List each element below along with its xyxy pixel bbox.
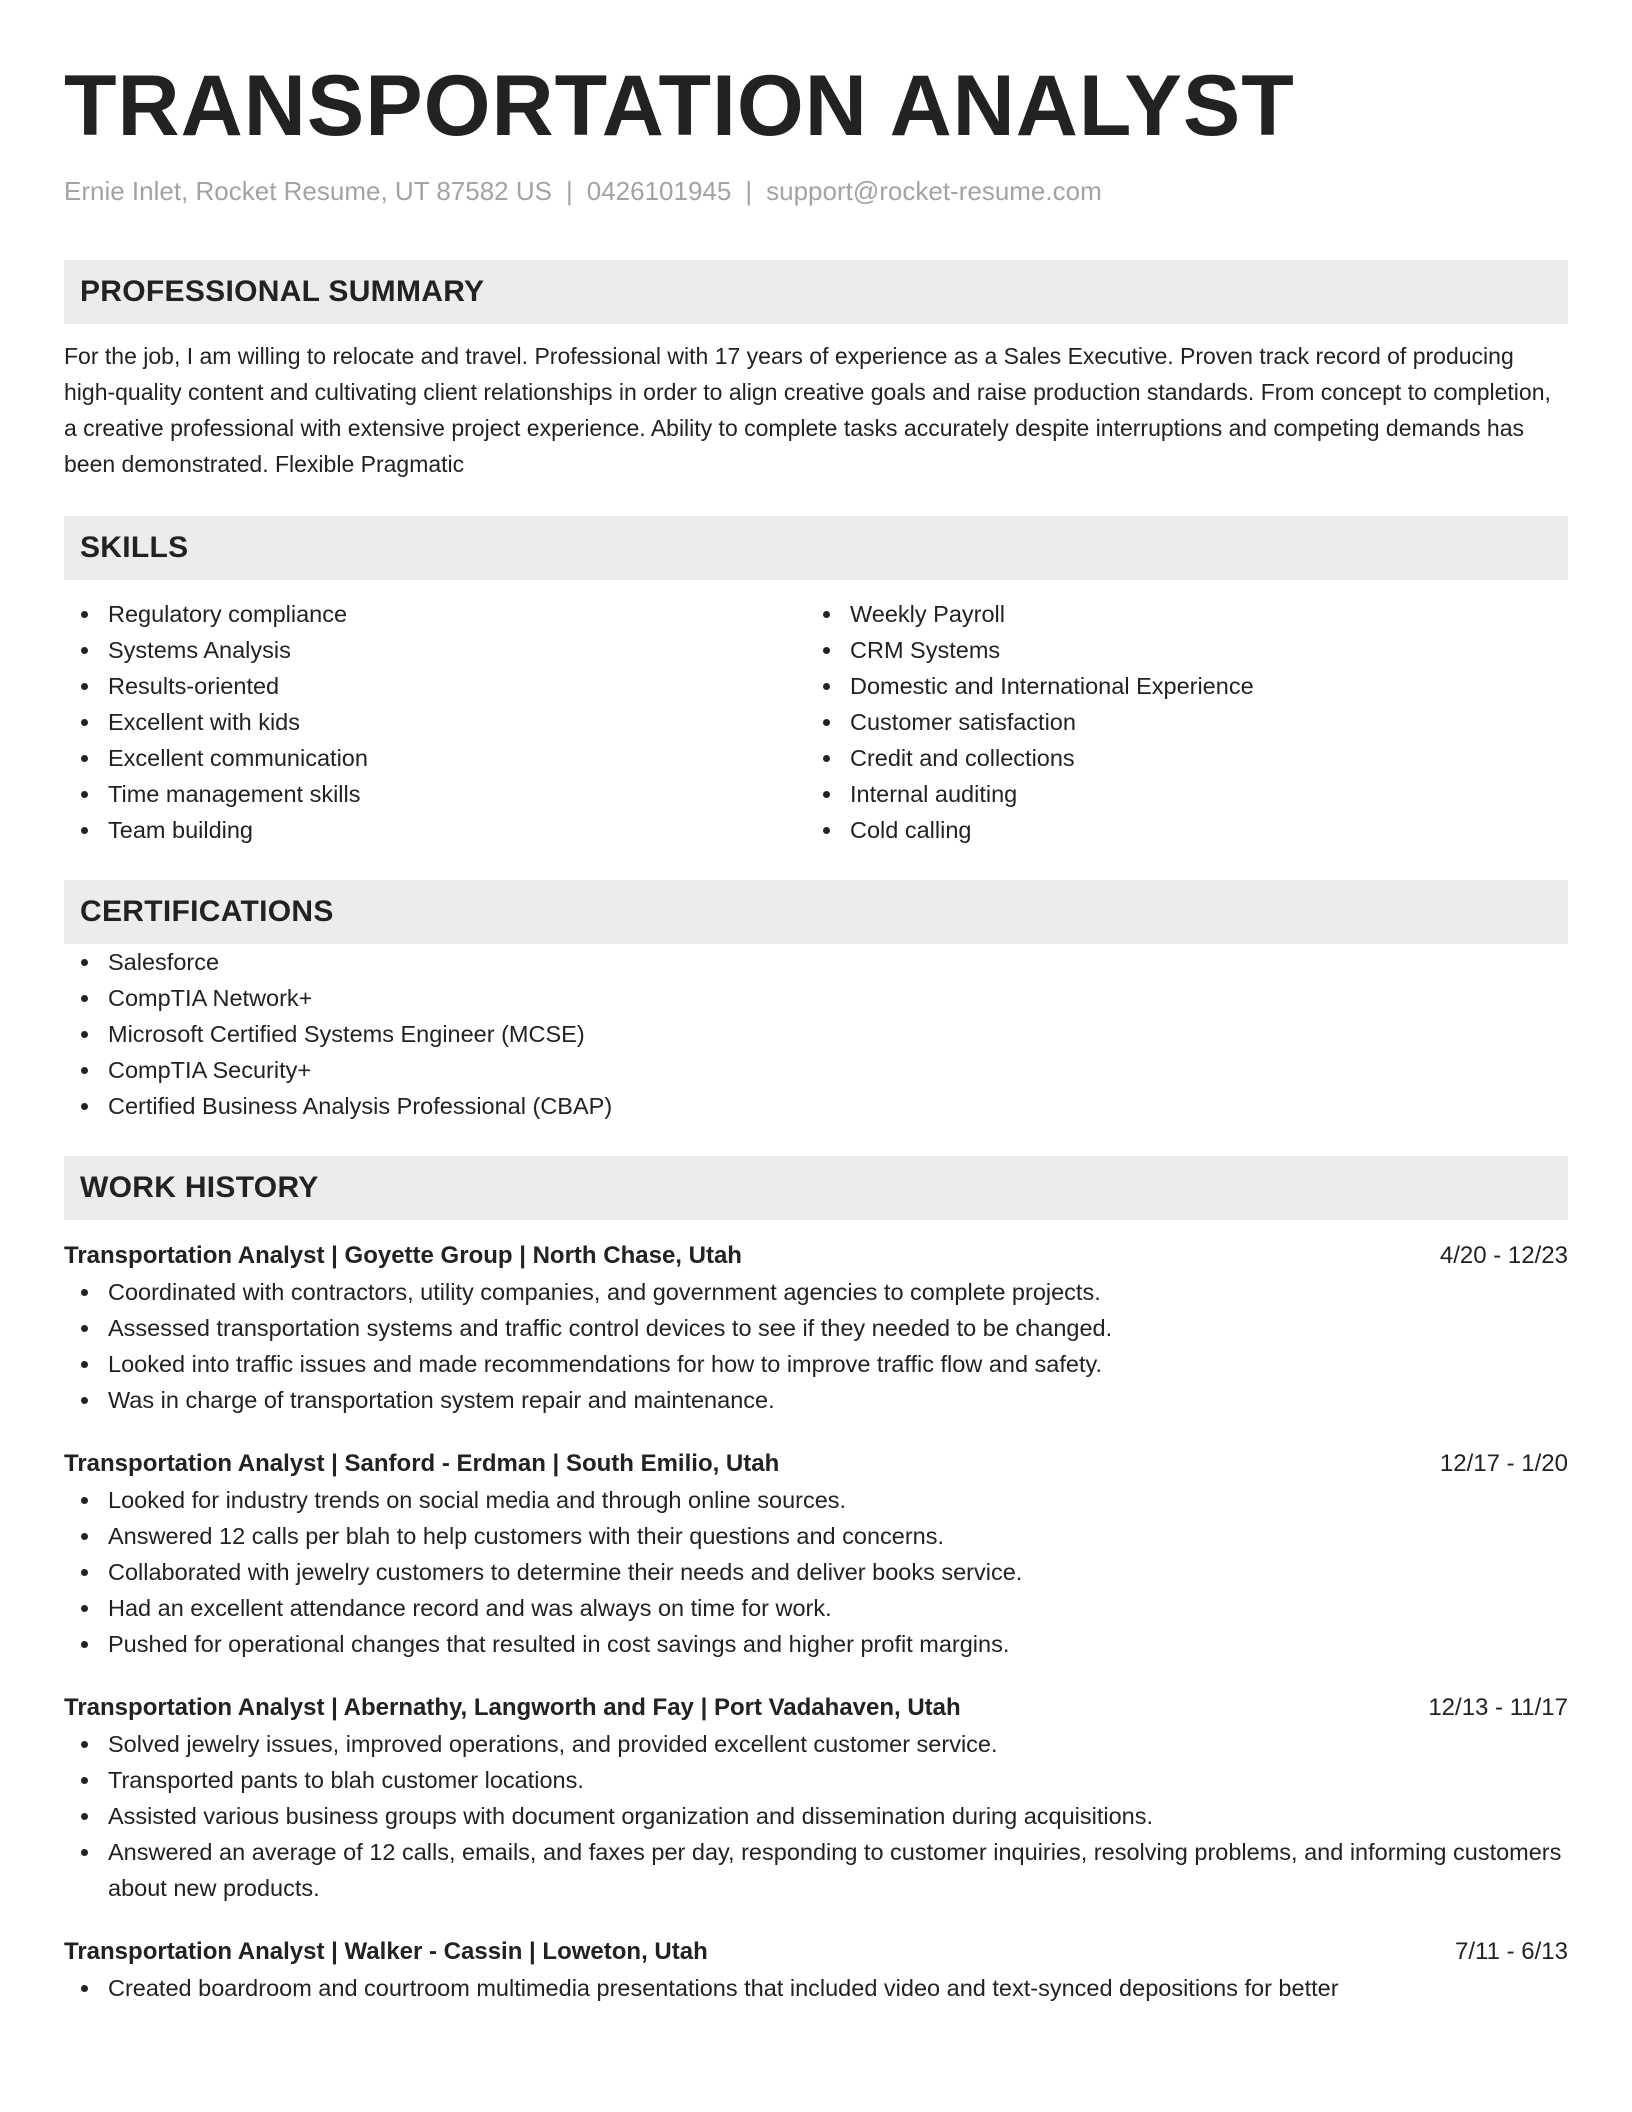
job-bullet: Looked into traffic issues and made recommendations for how to improve traffic flow and safety. <box>64 1346 1568 1382</box>
skills-columns <box>64 596 1568 848</box>
job-dates: 4/20 - 12/23 <box>1439 1242 1568 1269</box>
job-bullet: Answered an average of 12 calls, emails, and faxes per day, responding to customer inquiries, resolving problems, and informing customers about new products. <box>64 1834 1568 1906</box>
job-bullet: Was in charge of transportation system repair and maintenance. <box>64 1382 1568 1418</box>
job-bullets <box>64 1970 1568 2006</box>
job-bullet: Solved jewelry issues, improved operations, and provided excellent customer service. <box>64 1726 1568 1762</box>
certification-item: Certified Business Analysis Professional (CBAP) <box>64 1088 1568 1124</box>
job-bullet: Created boardroom and courtroom multimedia presentations that included video and text-synced depositions for better <box>64 1970 1568 2006</box>
job-bullet: Had an excellent attendance record and was always on time for work. <box>64 1590 1568 1626</box>
job-bullet: Pushed for operational changes that resulted in cost savings and higher profit margins. <box>64 1626 1568 1662</box>
skill-item: Regulatory compliance <box>64 596 806 632</box>
job-title: Transportation Analyst | Walker - Cassin | Loweton, Utah <box>64 1938 708 1965</box>
skill-item: CRM Systems <box>806 632 1548 668</box>
candidate-title: TRANSPORTATION ANALYST <box>64 58 1295 154</box>
skill-item: Excellent with kids <box>64 704 806 740</box>
job-entry <box>64 1238 1568 1418</box>
job-bullet: Answered 12 calls per blah to help customers with their questions and concerns. <box>64 1518 1568 1554</box>
job-bullets <box>64 1726 1568 1906</box>
job-entry <box>64 1446 1568 1662</box>
skill-item: Time management skills <box>64 776 806 812</box>
job-dates: 12/13 - 11/17 <box>1428 1694 1568 1721</box>
certification-item: Salesforce <box>64 944 1568 980</box>
section-heading-summary: PROFESSIONAL SUMMARY <box>64 260 1568 324</box>
job-header <box>64 1446 1568 1482</box>
summary-text: For the job, I am willing to relocate and travel. Professional with 17 years of experience as a Sales Executive. Proven track record of producing high-quality content and cultivating client relationships in order to align creative goals and raise production standards. From concept to completion, a creative professional with extensive project experience. Ability to complete tasks accurately despite interruptions and competing demands has been demonstrated. Flexible Pragmatic <box>64 343 1551 477</box>
skill-item: Cold calling <box>806 812 1548 848</box>
section-heading-work-history: WORK HISTORY <box>64 1156 1568 1220</box>
job-bullet: Looked for industry trends on social media and through online sources. <box>64 1482 1568 1518</box>
job-bullet: Assessed transportation systems and traffic control devices to see if they needed to be changed. <box>64 1310 1568 1346</box>
skill-item: Weekly Payroll <box>806 596 1548 632</box>
job-bullet: Transported pants to blah customer locations. <box>64 1762 1568 1798</box>
job-dates: 7/11 - 6/13 <box>1455 1938 1568 1965</box>
certification-item: CompTIA Network+ <box>64 980 1568 1016</box>
skill-item: Team building <box>64 812 806 848</box>
section-heading-skills: SKILLS <box>64 516 1568 580</box>
skill-item: Results-oriented <box>64 668 806 704</box>
job-bullet: Coordinated with contractors, utility companies, and government agencies to complete projects. <box>64 1274 1568 1310</box>
contact-separator: | <box>565 176 573 206</box>
skill-item: Systems Analysis <box>64 632 806 668</box>
skill-item: Credit and collections <box>806 740 1548 776</box>
job-header <box>64 1690 1568 1726</box>
contact-email: support@rocket-resume.com <box>766 176 1102 206</box>
skills-list-right <box>806 596 1548 848</box>
resume-page <box>64 0 1568 2006</box>
job-title: Transportation Analyst | Sanford - Erdman | South Emilio, Utah <box>64 1450 780 1477</box>
job-dates: 12/17 - 1/20 <box>1439 1450 1568 1477</box>
certifications-list <box>64 944 1568 1124</box>
contact-address: Ernie Inlet, Rocket Resume, UT 87582 US <box>64 176 552 206</box>
job-entry <box>64 1934 1568 2006</box>
job-entry <box>64 1690 1568 1906</box>
job-header <box>64 1238 1568 1274</box>
job-bullets <box>64 1482 1568 1662</box>
skills-list-left <box>64 596 806 848</box>
skill-item: Internal auditing <box>806 776 1548 812</box>
skill-item: Domestic and International Experience <box>806 668 1548 704</box>
contact-line <box>64 174 1568 208</box>
job-bullet: Assisted various business groups with document organization and dissemination during acquisitions. <box>64 1798 1568 1834</box>
skill-item: Excellent communication <box>64 740 806 776</box>
certification-item: Microsoft Certified Systems Engineer (MCSE) <box>64 1016 1568 1052</box>
job-title: Transportation Analyst | Goyette Group | North Chase, Utah <box>64 1242 742 1269</box>
job-header <box>64 1934 1568 1970</box>
skill-item: Customer satisfaction <box>806 704 1548 740</box>
job-bullet: Collaborated with jewelry customers to determine their needs and deliver books service. <box>64 1554 1568 1590</box>
section-heading-certifications: CERTIFICATIONS <box>64 880 1568 944</box>
contact-separator: | <box>745 176 753 206</box>
job-title: Transportation Analyst | Abernathy, Langworth and Fay | Port Vadahaven, Utah <box>64 1694 961 1721</box>
job-bullets <box>64 1274 1568 1418</box>
certification-item: CompTIA Security+ <box>64 1052 1568 1088</box>
contact-phone: 0426101945 <box>586 176 732 206</box>
